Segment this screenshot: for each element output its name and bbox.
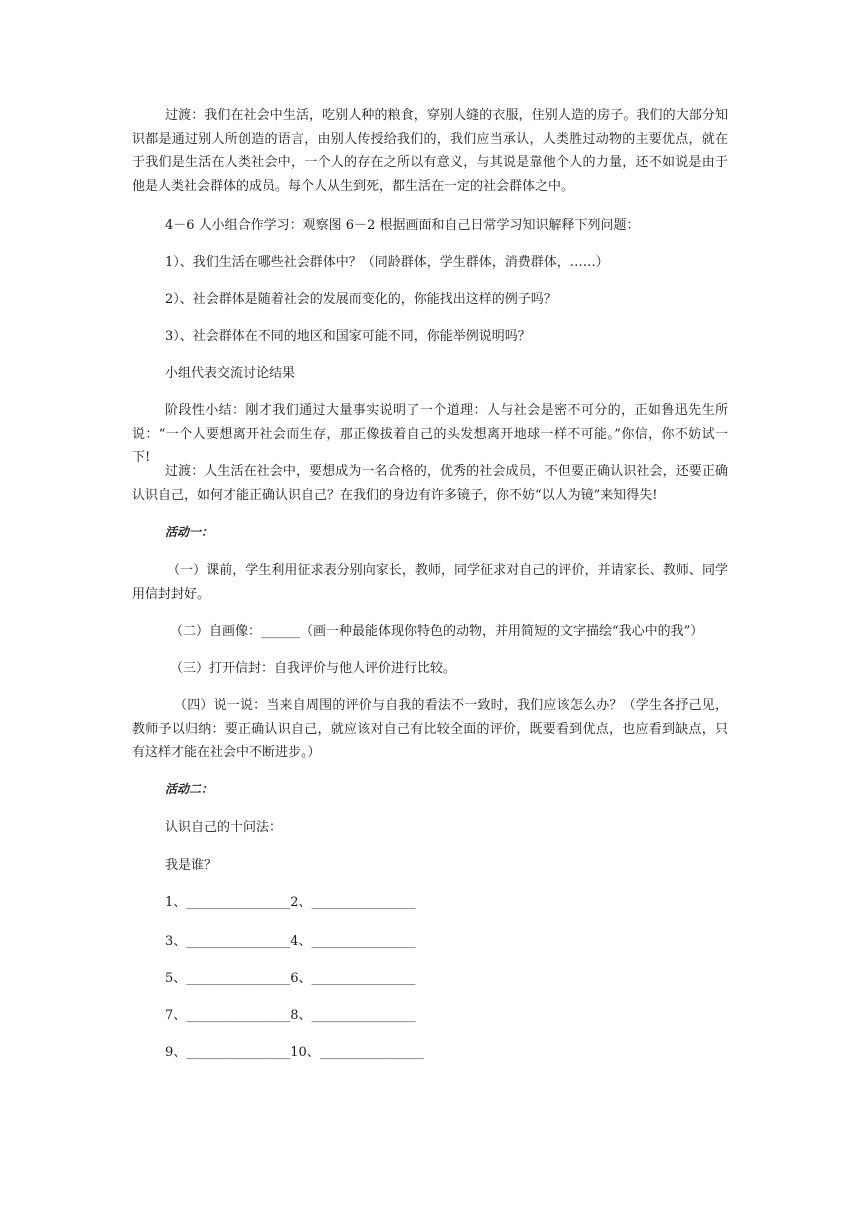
activity-1-item-1: （一）课前，学生利用征求表分别向家长，教师，同学征求对自己的评价，并请家长、教师、同学用信封封好。: [132, 563, 728, 602]
activity-1-item-4: （四）说一说：当来自周围的评价与自我的看法不一致时，我们应该怎么办？（学生各抒己见，教师予以归纳：要正确认识自己，就应该对自己有比较全面的评价，既要看到优点，也应看到缺点，只有这样才能在社会中不断进步。）: [132, 698, 728, 760]
activity-1-item-2: （二）自画像：______（画一种最能体现你特色的动物，并用简短的文字描绘“我心中的我”）: [170, 624, 704, 639]
activity-1-title: 活动一：: [165, 525, 214, 539]
transition-paragraph-1: 过渡：我们在社会中生活，吃别人种的粮食，穿别人缝的衣服，住别人造的房子。我们的大部分知识都是通过别人所创造的语言，由别人传授给我们的，我们应当承认，人类胜过动物的主要优点，就在于我们是生活在人类社会中，一个人的存在之所以有意义，与其说是靠他个人的力量，还不如说是由于他是人类社会群体的成员。每个人从生到死，都生活在一定的社会群体之中。: [132, 108, 728, 194]
answer-line-3-4: 3、________________4、________________: [165, 934, 416, 949]
group-task-line: 4－6 人小组合作学习：观察图 6－2 根据画面和自己日常学习知识解释下列问题：: [165, 218, 640, 233]
question-1: 1）、我们生活在哪些社会群体中？（同龄群体，学生群体，消费群体，……）: [165, 255, 609, 270]
who-am-i-question: 我是谁？: [165, 858, 218, 873]
group-report-line: 小组代表交流讨论结果: [165, 366, 296, 381]
answer-line-1-2: 1、________________2、________________: [165, 895, 416, 910]
transition-paragraph-2: 过渡：人生活在社会中，要想成为一名合格的，优秀的社会成员，不但要正确认识社会，还要正确认识自己，如何才能正确认识自己？在我们的身边有许多镜子，你不妨“以人为镜”来知得失!: [132, 464, 728, 503]
answer-line-5-6: 5、________________6、________________: [165, 971, 416, 986]
question-2: 2）、社会群体是随着社会的发展而变化的，你能找出这样的例子吗？: [165, 292, 557, 307]
answer-line-7-8: 7、________________8、________________: [165, 1008, 416, 1023]
answer-line-9-10: 9、________________10、________________: [165, 1045, 424, 1060]
question-3: 3）、社会群体在不同的地区和国家可能不同，你能举例说明吗？: [165, 329, 531, 344]
stage-summary-paragraph: 阶段性小结：刚才我们通过大量事实说明了一个道理：人与社会是密不可分的，正如鲁迅先生所说：“一个人要想离开社会而生存，那正像拔着自己的头发想离开地球一样不可能。”你信，你不妨试一下!: [132, 403, 728, 465]
ten-questions-method: 认识自己的十问法：: [165, 820, 283, 835]
activity-2-title: 活动二：: [165, 782, 214, 796]
activity-1-item-3: （三）打开信封：自我评价与他人评价进行比较。: [170, 661, 457, 676]
